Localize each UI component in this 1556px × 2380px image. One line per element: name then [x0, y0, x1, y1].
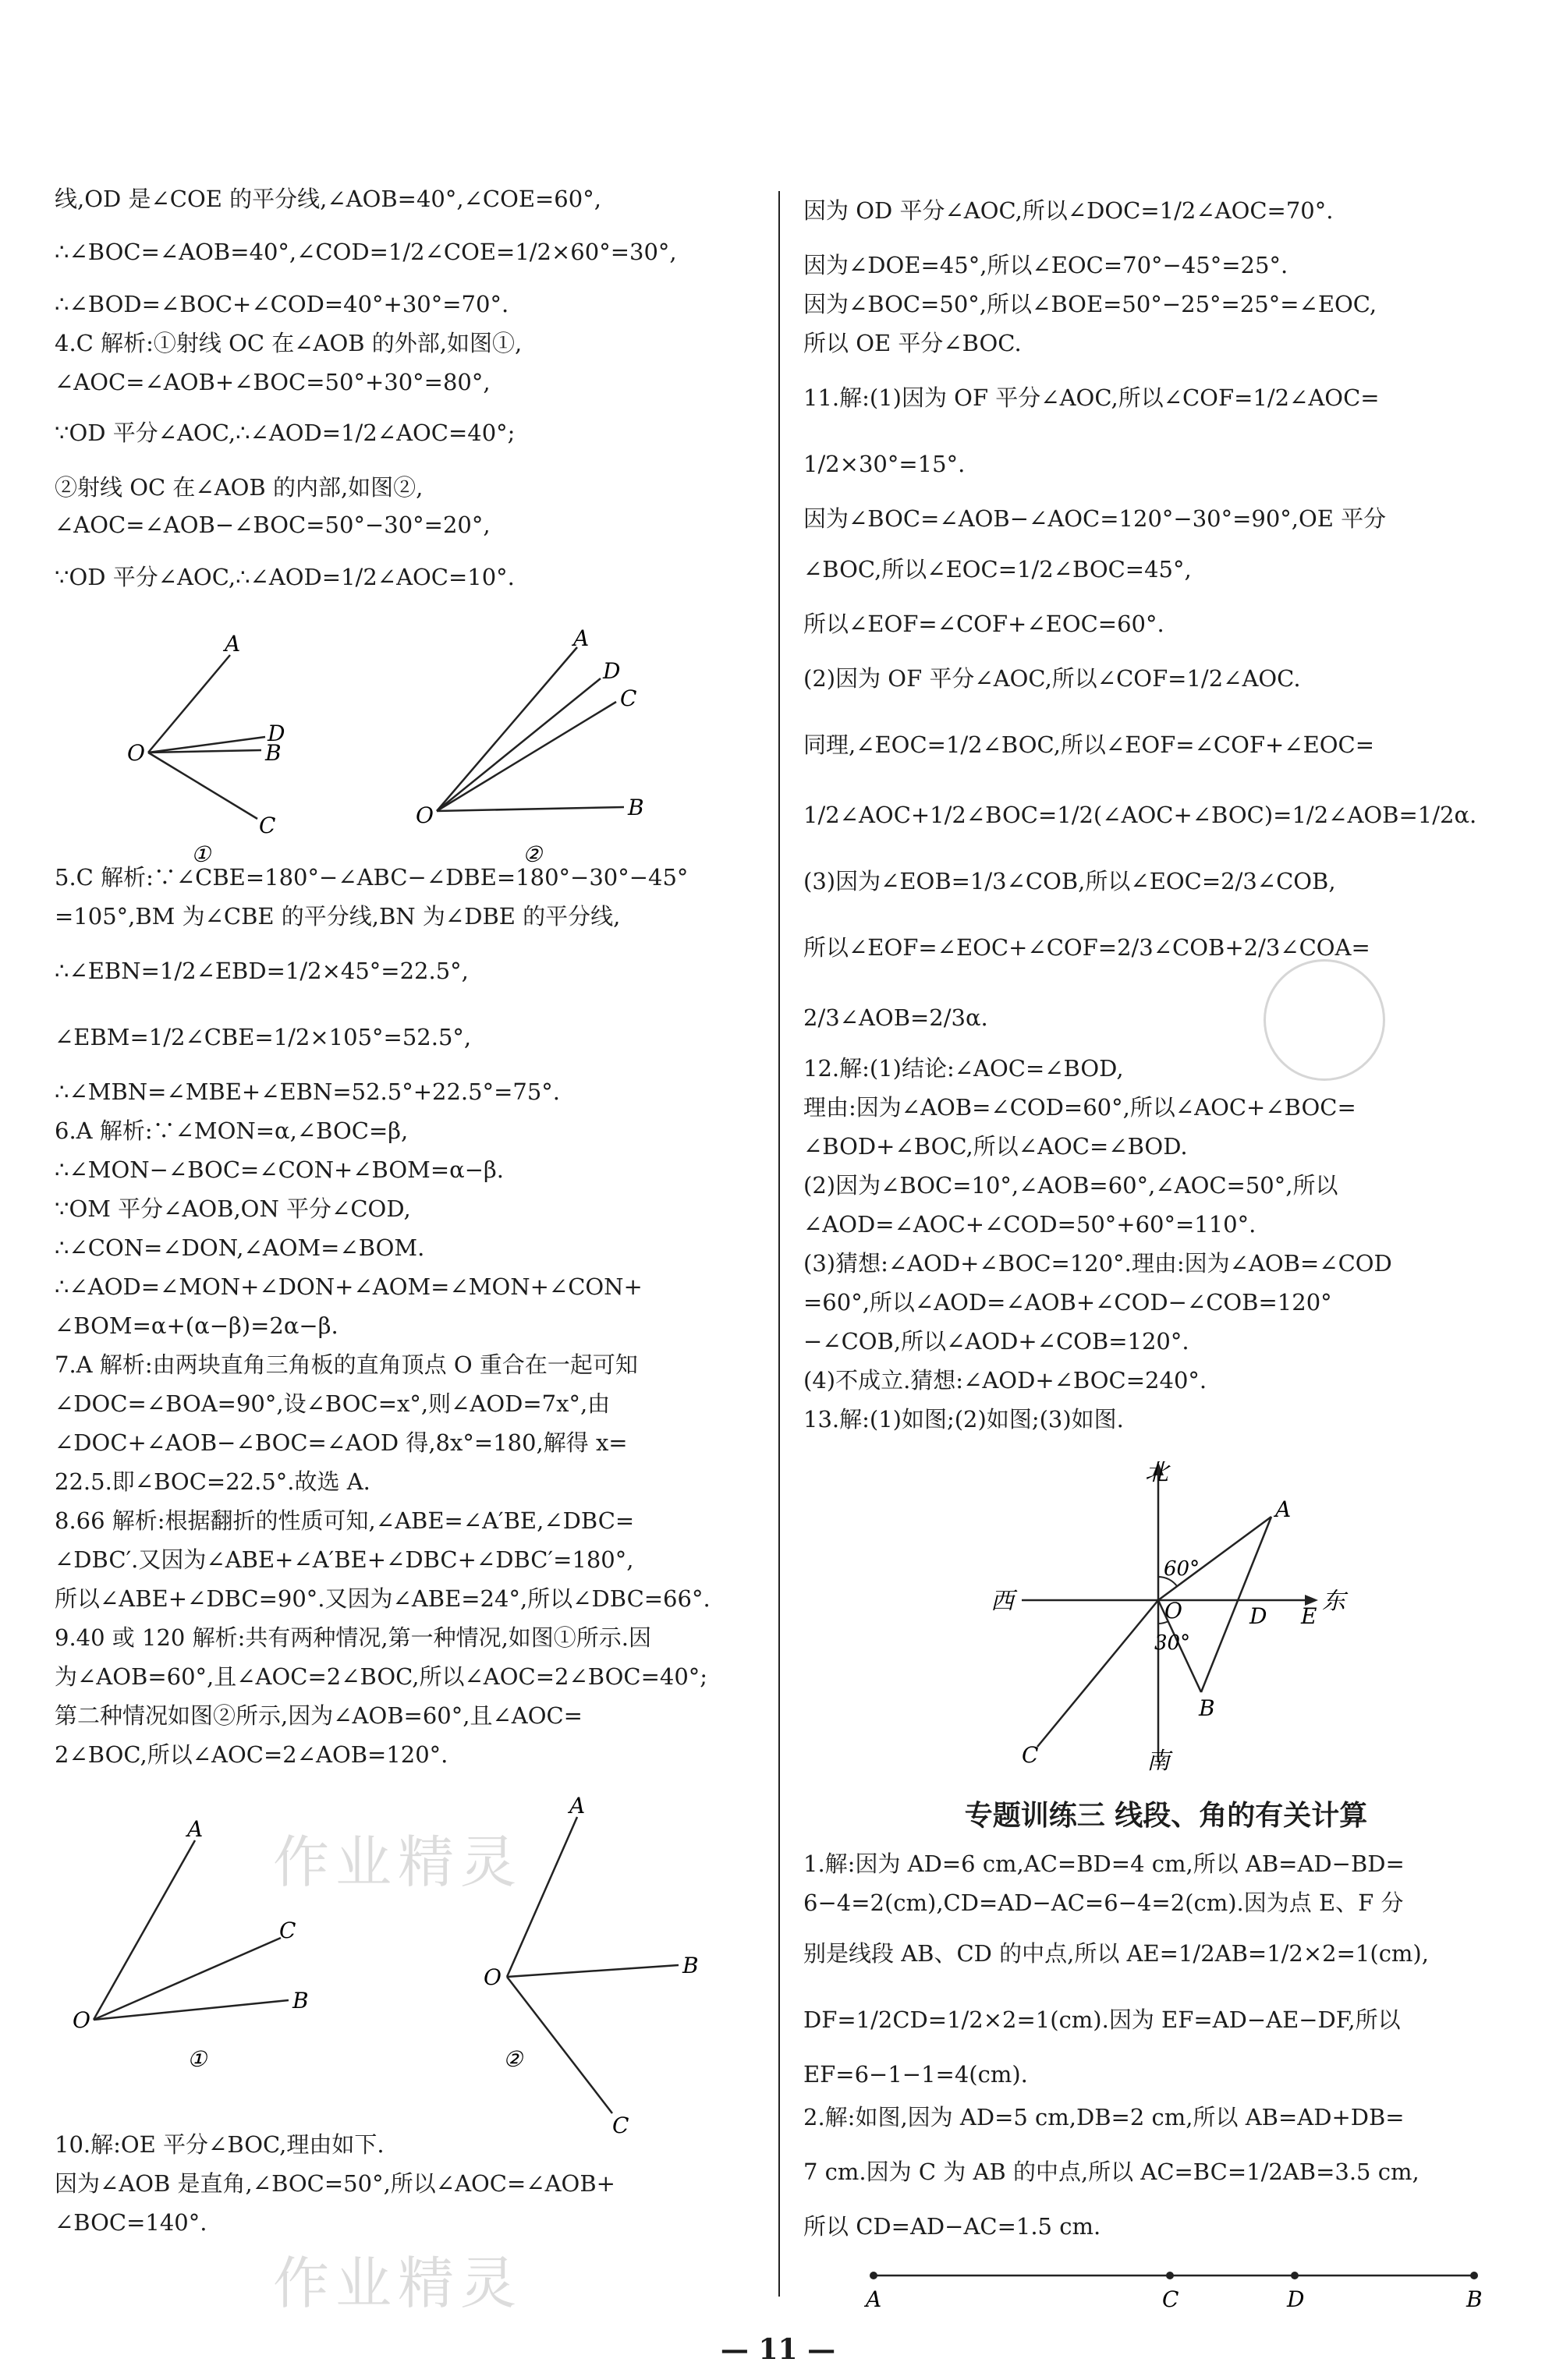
text-line: 4.C 解析:①射线 OC 在∠AOB 的外部,如图①,: [55, 330, 523, 356]
text-line: (4)不成立.猜想:∠AOD+∠BOC=240°.: [803, 1367, 1207, 1394]
text-line: 2/3∠AOB=2/3α.: [803, 1004, 988, 1031]
watermark: 作业精灵: [273, 1829, 523, 1895]
text-line: 因为 OD 平分∠AOC,所以∠DOC=1/2∠AOC=70°.: [803, 197, 1334, 224]
svg-text:A: A: [225, 631, 241, 657]
text-line: ∠BOC,所以∠EOC=1/2∠BOC=45°,: [803, 556, 1192, 583]
text-line: (3)因为∠EOB=1/3∠COB,所以∠EOC=2/3∠COB,: [803, 868, 1336, 894]
text-line: ∴∠MBN=∠MBE+∠EBN=52.5°+22.5°=75°.: [55, 1078, 561, 1105]
figure-q4-1: [127, 631, 285, 867]
svg-text:B: B: [1199, 1695, 1215, 1721]
svg-text:E: E: [1301, 1603, 1317, 1629]
angle-60-label: 60°: [1164, 1557, 1200, 1581]
svg-text:C: C: [620, 685, 637, 711]
text-line: 22.5.即∠BOC=22.5°.故选 A.: [55, 1468, 370, 1495]
text-line: 5.C 解析:∵∠CBE=180°−∠ABC−∠DBE=180°−30°−45°: [55, 864, 689, 891]
text-line: ∵OD 平分∠AOC,∴∠AOD=1/2∠AOC=40°;: [55, 420, 516, 446]
fig-label-1: ①: [191, 841, 211, 867]
text-line: 所以∠EOF=∠COF+∠EOC=60°.: [803, 611, 1164, 637]
figure-q4-2: [416, 625, 644, 867]
text-line: 7.A 解析:由两块直角三角板的直角顶点 O 重合在一起可知: [55, 1351, 638, 1378]
svg-text:B: B: [628, 795, 644, 820]
text-line: ②射线 OC 在∠AOB 的内部,如图②,: [55, 474, 424, 501]
text-line: ∠EBM=1/2∠CBE=1/2×105°=52.5°,: [55, 1024, 472, 1050]
text-line: 1/2×30°=15°.: [803, 451, 966, 477]
column-divider: [778, 191, 780, 2297]
svg-text:D: D: [603, 658, 621, 684]
text-line: ∠DOC=∠BOA=90°,设∠BOC=x°,则∠AOD=7x°,由: [55, 1390, 611, 1417]
text-line: ∴∠BOC=∠AOB=40°,∠COD=1/2∠COE=1/2×60°=30°,: [55, 239, 677, 265]
svg-text:C: C: [612, 2113, 629, 2138]
text-line: =60°,所以∠AOD=∠AOB+∠COD−∠COB=120°: [803, 1289, 1332, 1316]
text-line: (2)因为 OF 平分∠AOC,所以∠COF=1/2∠AOC.: [803, 665, 1301, 692]
north-label: 北: [1145, 1459, 1168, 1486]
text-line: ∠AOC=∠AOB+∠BOC=50°+30°=80°,: [55, 369, 491, 395]
section-title: 专题训练三 线段、角的有关计算: [964, 1800, 1368, 1832]
svg-text:C: C: [1162, 2286, 1179, 2312]
svg-text:B: B: [265, 740, 282, 766]
fig9-label-1: ①: [187, 2046, 207, 2072]
text-line: ∠AOD=∠AOC+∠COD=50°+60°=110°.: [803, 1211, 1256, 1238]
text-line: ∴∠BOD=∠BOC+∠COD=40°+30°=70°.: [55, 291, 509, 317]
south-label: 南: [1147, 1748, 1170, 1775]
text-line: 为∠AOB=60°,且∠AOC=2∠BOC,所以∠AOC=2∠BOC=40°;: [55, 1663, 708, 1690]
text-line: DF=1/2CD=1/2×2=1(cm).因为 EF=AD−AE−DF,所以: [803, 2006, 1401, 2033]
text-line: 线,OD 是∠COE 的平分线,∠AOB=40°,∠COE=60°,: [55, 186, 601, 212]
watermark: 作业精灵: [273, 2251, 523, 2316]
fig-label-2: ②: [523, 841, 543, 867]
text-line: ∠AOC=∠AOB−∠BOC=50°−30°=20°,: [55, 512, 491, 538]
text-line: ∠BOC=140°.: [55, 2209, 207, 2236]
text-line: EF=6−1−1=4(cm).: [803, 2061, 1028, 2088]
svg-text:D: D: [1287, 2286, 1305, 2312]
text-line: 1.解:因为 AD=6 cm,AC=BD=4 cm,所以 AB=AD−BD=: [803, 1851, 1405, 1877]
text-line: 8.66 解析:根据翻折的性质可知,∠ABE=∠A′BE,∠DBC=: [55, 1507, 635, 1534]
svg-text:A: A: [187, 1816, 204, 1842]
text-line: ∠BOM=α+(α−β)=2α−β.: [55, 1312, 338, 1339]
watermark-stamp: [1264, 959, 1385, 1081]
text-line: 所以∠EOF=∠EOC+∠COF=2/3∠COB+2/3∠COA=: [803, 934, 1370, 961]
svg-text:O: O: [127, 740, 145, 766]
svg-text:B: B: [292, 1988, 309, 2013]
text-line: 2∠BOC,所以∠AOC=2∠AOB=120°.: [55, 1741, 448, 1768]
text-line: 因为∠AOB 是直角,∠BOC=50°,所以∠AOC=∠AOB+: [55, 2170, 615, 2197]
text-line: 所以 OE 平分∠BOC.: [803, 330, 1022, 356]
text-line: 所以∠ABE+∠DBC=90°.又因为∠ABE=24°,所以∠DBC=66°.: [55, 1585, 711, 1612]
text-line: ∴∠EBN=1/2∠EBD=1/2×45°=22.5°,: [55, 958, 469, 984]
text-line: =105°,BM 为∠CBE 的平分线,BN 为∠DBE 的平分线,: [55, 903, 621, 930]
text-line: (2)因为∠BOC=10°,∠AOB=60°,∠AOC=50°,所以: [803, 1172, 1338, 1199]
text-line: 7 cm.因为 C 为 AB 的中点,所以 AC=BC=1/2AB=3.5 cm,: [803, 2159, 1420, 2185]
text-line: 2.解:如图,因为 AD=5 cm,DB=2 cm,所以 AB=AD+DB=: [803, 2104, 1405, 2130]
svg-text:A: A: [866, 2286, 882, 2312]
text-line: ∵OM 平分∠AOB,ON 平分∠COD,: [55, 1195, 411, 1222]
svg-text:A: A: [573, 625, 590, 651]
svg-text:O: O: [1164, 1598, 1182, 1624]
text-line: 别是线段 AB、CD 的中点,所以 AE=1/2AB=1/2×2=1(cm),: [803, 1940, 1429, 1967]
page-number: — 11 —: [720, 2333, 836, 2366]
text-line: 所以 CD=AD−AC=1.5 cm.: [803, 2213, 1101, 2240]
svg-text:A: A: [1275, 1496, 1292, 1522]
figure-q4: [125, 624, 655, 873]
svg-text:C: C: [1022, 1742, 1039, 1768]
figure-segment: [850, 2261, 1513, 2316]
text-line: 9.40 或 120 解析:共有两种情况,第一种情况,如图①所示.因: [55, 1624, 652, 1651]
fig9-label-2: ②: [503, 2046, 523, 2072]
svg-text:C: C: [279, 1918, 296, 1943]
text-line: 6−4=2(cm),CD=AD−AC=6−4=2(cm).因为点 E、F 分: [803, 1889, 1404, 1916]
svg-text:B: B: [682, 1953, 699, 1978]
text-line: 10.解:OE 平分∠BOC,理由如下.: [55, 2131, 385, 2158]
text-line: ∠DOC+∠AOB−∠BOC=∠AOD 得,8x°=180,解得 x=: [55, 1429, 628, 1456]
text-line: 1/2∠AOC+1/2∠BOC=1/2(∠AOC+∠BOC)=1/2∠AOB=1/2α.: [803, 802, 1477, 828]
svg-text:D: D: [1249, 1603, 1267, 1629]
figure-q13: [975, 1458, 1365, 1778]
text-line: 12.解:(1)结论:∠AOC=∠BOD,: [803, 1055, 1124, 1082]
text-line: ∴∠AOD=∠MON+∠DON+∠AOM=∠MON+∠CON+: [55, 1273, 643, 1300]
text-line: 同理,∠EOC=1/2∠BOC,所以∠EOF=∠COF+∠EOC=: [803, 731, 1374, 758]
west-label: 西: [991, 1588, 1014, 1615]
text-line: ∠DBC′.又因为∠ABE+∠A′BE+∠DBC+∠DBC′=180°,: [55, 1546, 634, 1573]
svg-text:A: A: [569, 1793, 586, 1819]
svg-text:C: C: [259, 813, 276, 838]
text-line: 11.解:(1)因为 OF 平分∠AOC,所以∠COF=1/2∠AOC=: [803, 384, 1380, 411]
text-line: −∠COB,所以∠AOD+∠COB=120°.: [803, 1328, 1189, 1355]
text-line: ∠BOD+∠BOC,所以∠AOC=∠BOD.: [803, 1133, 1188, 1160]
text-line: ∴∠CON=∠DON,∠AOM=∠BOM.: [55, 1234, 425, 1261]
svg-text:B: B: [1466, 2286, 1483, 2312]
svg-text:O: O: [73, 2007, 90, 2033]
svg-text:O: O: [484, 1964, 502, 1990]
east-label: 东: [1322, 1588, 1345, 1615]
text-line: 理由:因为∠AOB=∠COD=60°,所以∠AOC+∠BOC=: [803, 1094, 1356, 1121]
text-line: 因为∠DOE=45°,所以∠EOC=70°−45°=25°.: [803, 252, 1288, 278]
svg-text:O: O: [416, 802, 434, 828]
angle-30-label: 30°: [1154, 1631, 1191, 1655]
text-line: ∵OD 平分∠AOC,∴∠AOD=1/2∠AOC=10°.: [55, 564, 515, 590]
text-line: 因为∠BOC=∠AOB−∠AOC=120°−30°=90°,OE 平分: [803, 505, 1387, 532]
text-line: (3)猜想:∠AOD+∠BOC=120°.理由:因为∠AOB=∠COD: [803, 1250, 1392, 1277]
text-line: ∴∠MON−∠BOC=∠CON+∠BOM=α−β.: [55, 1156, 505, 1183]
text-line: 13.解:(1)如图;(2)如图;(3)如图.: [803, 1406, 1124, 1433]
text-line: 因为∠BOC=50°,所以∠BOE=50°−25°=25°=∠EOC,: [803, 291, 1377, 317]
text-line: 第二种情况如图②所示,因为∠AOB=60°,且∠AOC=: [55, 1702, 583, 1729]
text-line: 6.A 解析:∵∠MON=α,∠BOC=β,: [55, 1117, 409, 1144]
svg-text:D: D: [268, 721, 285, 746]
